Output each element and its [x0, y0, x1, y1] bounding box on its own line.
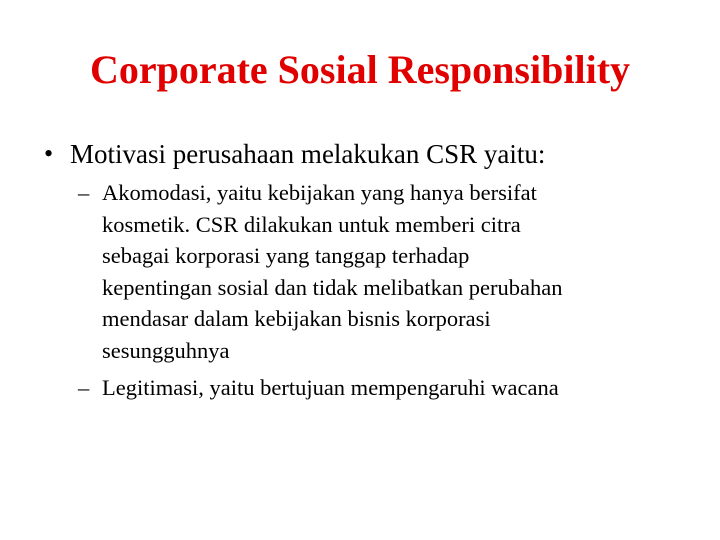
sub-bullet-list — [78, 177, 698, 410]
sub-bullet-line: kepentingan sosial dan tidak melibatkan perubahan — [102, 274, 563, 300]
slide-title: Corporate Sosial Responsibility — [89, 47, 631, 92]
sub-bullet-line: sebagai korporasi yang tanggap terhadap — [102, 243, 470, 268]
sub-bullet-legitimasi — [78, 372, 698, 404]
dash-marker: – — [78, 180, 90, 205]
sub-bullet-line: mendasar dalam kebijakan bisnis korporasi — [102, 306, 491, 331]
sub-bullet-line: kosmetik. CSR dilakukan untuk memberi citra — [102, 211, 521, 237]
sub-bullet-line: Akomodasi, yaitu kebijakan yang hanya bersifat — [102, 180, 537, 205]
sub-bullet-akomodasi — [78, 177, 698, 366]
bullet-marker: • — [44, 139, 54, 168]
dash-marker: – — [78, 375, 90, 400]
sub-bullet-line: sesungguhnya — [102, 337, 230, 363]
sub-bullet-line: Legitimasi, yaitu bertujuan mempengaruhi wacana — [102, 375, 559, 400]
main-bullet-text: Motivasi perusahaan melakukan CSR yaitu: — [70, 139, 546, 169]
